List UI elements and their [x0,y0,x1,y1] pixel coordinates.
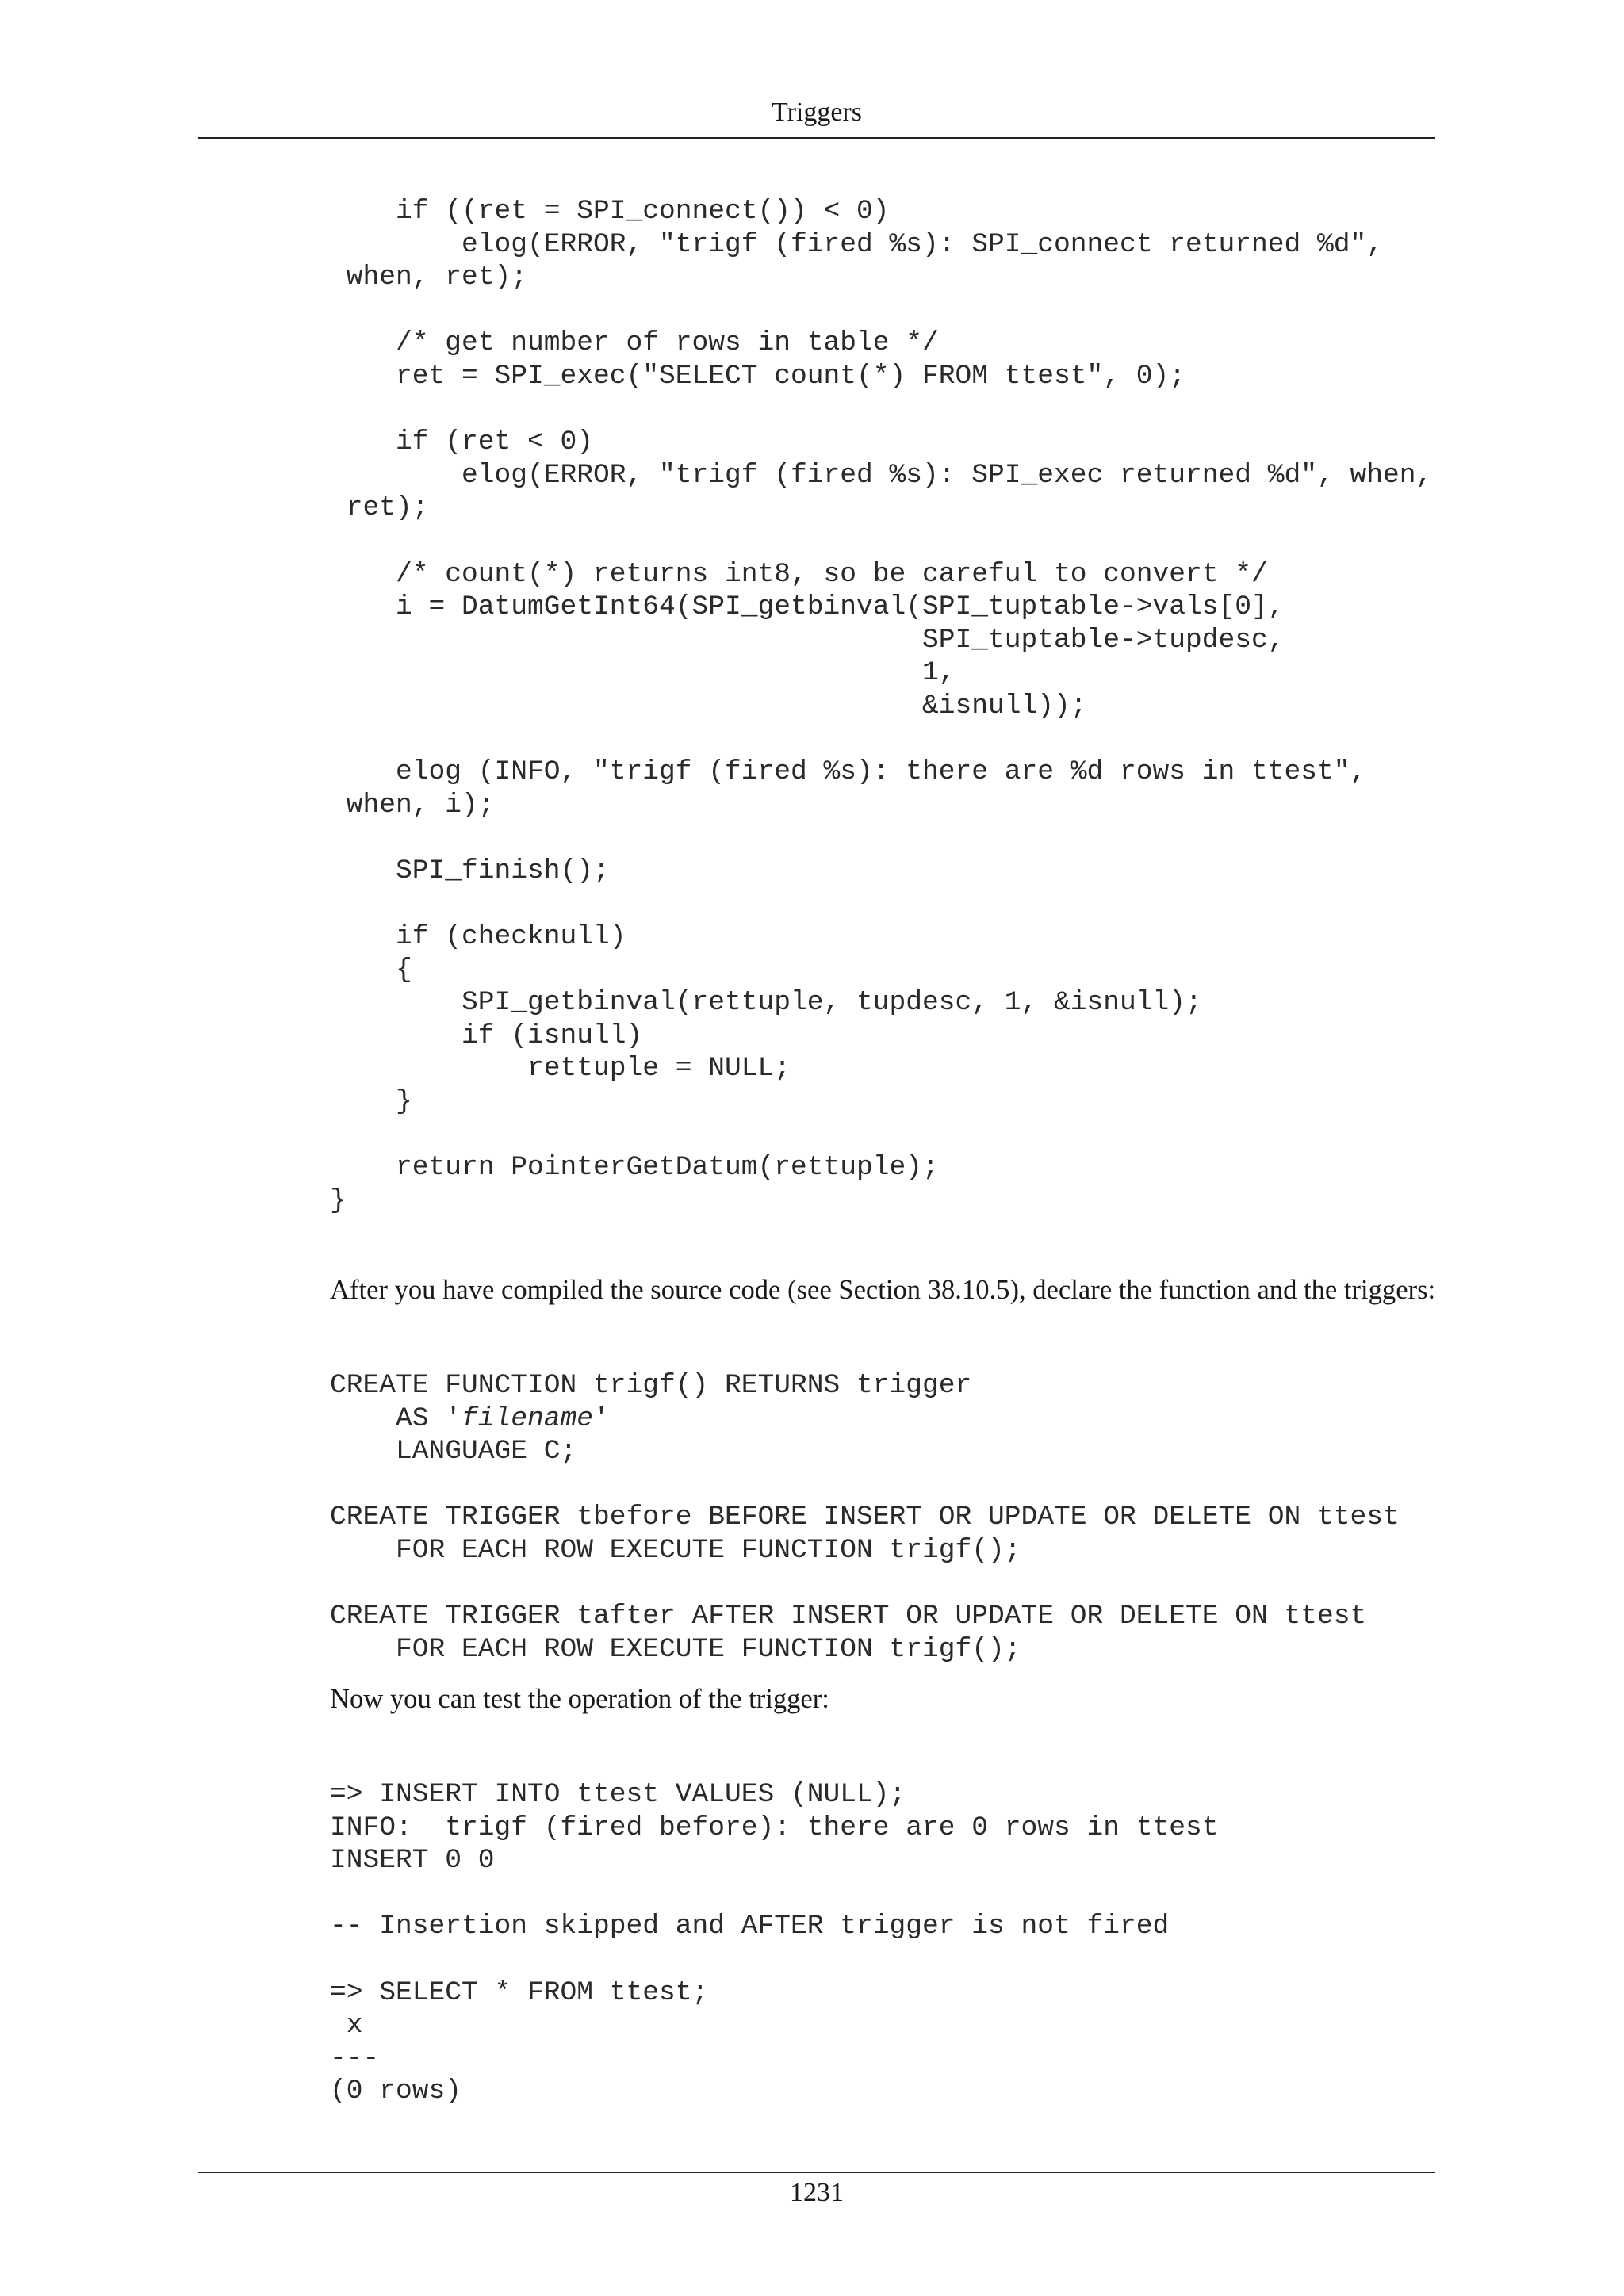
code-line [330,1877,1219,1911]
code-line: SPI_getbinval(rettuple, tupdesc, 1, &isnull); [330,987,1202,1019]
code-line: (0 rows) [330,2076,462,2107]
footer-rule [198,2172,1435,2173]
code-line: CREATE TRIGGER tbefore BEFORE INSERT OR UPDATE OR DELETE ON ttest [330,1502,1400,1533]
paragraph-compile-instructions: After you have compiled the source code (see Section 38.10.5), declare the function and the triggers: [330,1275,1436,1305]
code-line [330,1119,1432,1152]
code-line: FOR EACH ROW EXECUTE FUNCTION trigf(); [330,1534,1021,1566]
code-line: FOR EACH ROW EXECUTE FUNCTION trigf(); [330,1633,1021,1665]
code-line: when, i); [330,789,495,821]
code-line [330,723,1432,756]
code-line: SPI_finish(); [330,855,610,886]
code-line: 1, [330,657,956,689]
code-line: elog(ERROR, "trigf (fired %s): SPI_connect returned %d", [330,228,1384,260]
code-line: => INSERT INTO ttest VALUES (NULL); [330,1779,906,1810]
code-line: CREATE TRIGGER tafter AFTER INSERT OR UPDATE OR DELETE ON ttest [330,1601,1367,1632]
code-line: i = DatumGetInt64(SPI_getbinval(SPI_tuptable->vals[0], [330,591,1285,623]
code-text: AS ' [330,1402,462,1434]
code-line [330,1468,1400,1502]
code-line: /* count(*) returns int8, so be careful to convert */ [330,558,1268,590]
code-line: } [330,1086,412,1118]
code-line: when, ret); [330,262,528,293]
code-line: x [330,2010,363,2042]
code-line: if (isnull) [330,1020,643,1051]
code-block-trigger-function [330,195,1432,1217]
code-line: } [330,1184,347,1216]
code-line [330,1943,1219,1976]
code-line: if ((ret = SPI_connect()) < 0) [330,196,890,227]
code-line: if (checknull) [330,921,626,953]
code-text: ' [593,1402,610,1434]
code-block-test-session [330,1778,1219,2108]
code-line [330,887,1432,920]
code-line: /* get number of rows in table */ [330,327,939,359]
code-line: -- Insertion skipped and AFTER trigger is not fired [330,1911,1170,1942]
code-line: CREATE FUNCTION trigf() RETURNS trigger [330,1370,972,1401]
code-line: --- [330,2042,380,2074]
code-line: elog (INFO, "trigf (fired %s): there are %d rows in ttest", [330,756,1367,788]
code-line [330,1402,1400,1436]
code-line: ret); [330,492,429,524]
code-line [330,294,1432,327]
code-line [330,525,1432,558]
code-line: rettuple = NULL; [330,1053,791,1085]
code-line: ret = SPI_exec("SELECT count(*) FROM ttest", 0); [330,360,1186,392]
code-line [330,393,1432,427]
code-block-create-function [330,1369,1400,1666]
code-line [330,1567,1400,1601]
code-line: &isnull)); [330,690,1087,721]
page-number: 1231 [790,2178,844,2207]
code-line: { [330,954,412,985]
code-line: if (ret < 0) [330,427,594,458]
header-rule [198,137,1435,139]
code-line: LANGUAGE C; [330,1436,577,1468]
code-line: => SELECT * FROM ttest; [330,1976,709,2008]
code-line: INSERT 0 0 [330,1845,495,1877]
code-line: SPI_tuptable->tupdesc, [330,624,1285,656]
page-header: Triggers [772,98,862,127]
code-line: elog(ERROR, "trigf (fired %s): SPI_exec returned %d", when, [330,459,1433,491]
code-line [330,821,1432,855]
paragraph-test-intro: Now you can test the operation of the trigger: [330,1684,829,1714]
code-line: return PointerGetDatum(rettuple); [330,1152,939,1184]
filename-placeholder: filename [462,1402,594,1434]
code-line: INFO: trigf (fired before): there are 0 rows in ttest [330,1812,1219,1843]
